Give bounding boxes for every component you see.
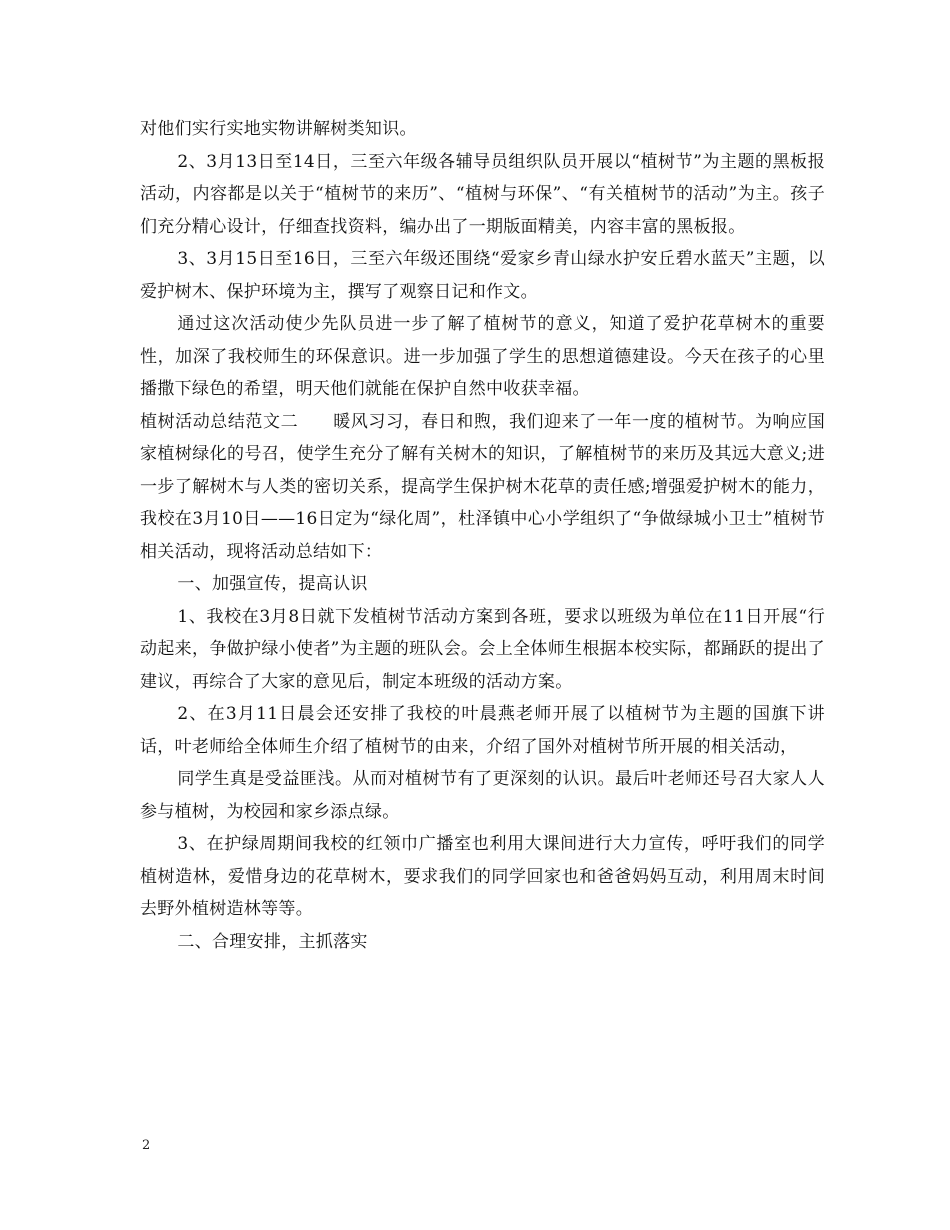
subheading: 二、合理安排，主抓落实 [177, 931, 368, 952]
paragraph: 2、3月13日至14日，三至六年级各辅导员组织队员开展以“植树节”为主题的黑板报活动，内容都是以关于“植树节的来历”、“植树与环保”、“有关植树节的活动”为主。孩子们充分精心设计，仔细查找资料，编办出了一期版面精美，内容丰富的黑板报。 [140, 151, 825, 237]
section-heading-paragraph: 植树活动总结范文二 暖风习习，春日和煦，我们迎来了一年一度的植树节。为响应国家植树绿化的号召，使学生充分了解有关树木的知识，了解植树节的来历及其远大意义;进一步了解树木与人类的密切关系，提高学生保护树木花草的责任感;增强爱护树木的能力，我校在3月10日——16日定为“绿化周”，杜泽镇中心小学组织了“争做绿城小卫士”植树节相关活动，现将活动总结如下： [140, 411, 825, 562]
paragraph: 2、在3月11日晨会还安排了我校的叶晨燕老师开展了以植树节为主题的国旗下讲话，叶老师给全体师生介绍了植树节的由来，介绍了国外对植树节所开展的相关活动， [140, 704, 825, 757]
paragraph: 3、3月15日至16日，三至六年级还围绕“爱家乡青山绿水护安丘碧水蓝天”主题，以爱护树木、保护环境为主，撰写了观察日记和作文。 [140, 249, 825, 302]
paragraph: 对他们实行实地实物讲解树类知识。 [140, 119, 417, 139]
paragraph: 1、我校在3月8日就下发植树节活动方案到各班，要求以班级为单位在11日开展“行动起来，争做护绿小使者”为主题的班队会。会上全体师生根据本校实际，都踊跃的提出了建议，再综合了大家的意见后，制定本班级的活动方案。 [140, 606, 825, 692]
paragraph: 3、在护绿周期间我校的红领巾广播室也利用大课间进行大力宣传，呼吁我们的同学植树造林，爱惜身边的花草树木，要求我们的同学回家也和爸爸妈妈互动，利用周末时间去野外植树造林等等。 [140, 834, 825, 919]
paragraph: 通过这次活动使少先队员进一步了解了植树节的意义，知道了爱护花草树木的重要性，加深了我校师生的环保意识。进一步加强了学生的思想道德建设。今天在孩子的心里播撒下绿色的希望，明天他们就能在保护自然中收获幸福。 [140, 314, 825, 399]
page-number: 2 [142, 1138, 151, 1153]
subheading: 一、加强宣传，提高认识 [177, 574, 368, 594]
paragraph: 同学生真是受益匪浅。从而对植树节有了更深刻的认识。最后叶老师还号召大家人人参与植树，为校园和家乡添点绿。 [140, 769, 825, 822]
document-body [140, 113, 825, 958]
